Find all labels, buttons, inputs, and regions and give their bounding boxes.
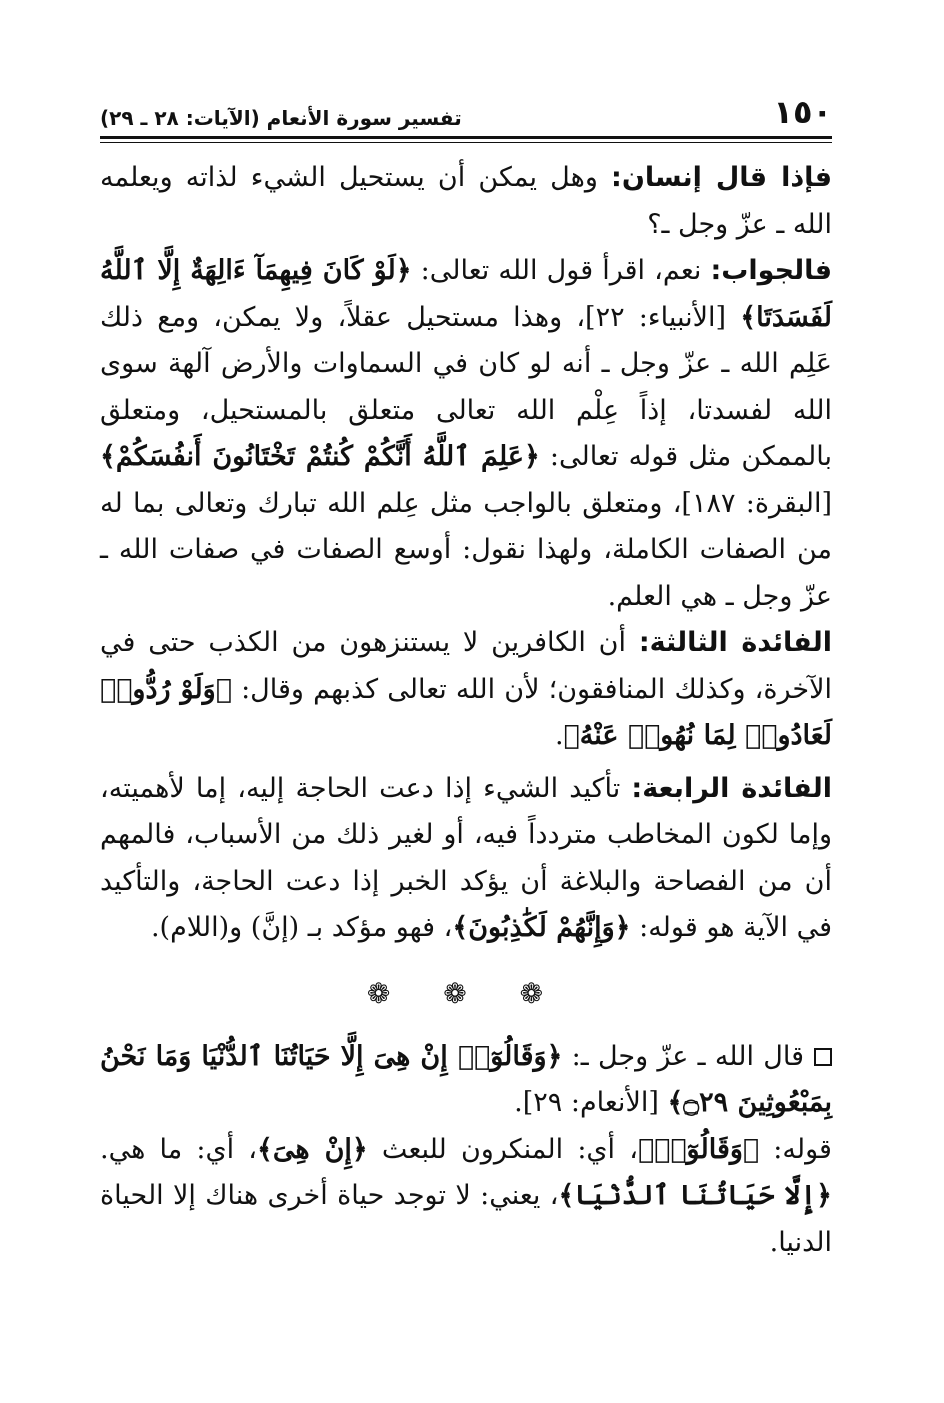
paragraph-answer xyxy=(100,248,832,620)
paragraph-text: قال الله ـ عزّ وجل ـ: xyxy=(562,1040,804,1072)
paragraph-text: . xyxy=(554,720,564,751)
running-title: تفسير سورة الأنعام (الآيات: ٢٨ ـ ٢٩) xyxy=(100,106,462,130)
paragraph-lead: فالجواب: xyxy=(710,255,832,286)
paragraph-text: ، يعني: لا توجد حياة أخرى هناك إلا الحياة الدنيا. xyxy=(100,1180,832,1258)
square-bullet-icon xyxy=(814,1048,832,1066)
paragraph-benefit-three xyxy=(100,620,832,760)
paragraph-commentary xyxy=(100,1127,832,1267)
page-number: ١٥٠ xyxy=(773,93,832,131)
paragraph-text: ، أي: المنكرون للبعث xyxy=(367,1133,638,1165)
quran-quote: ﴿وَإِنَّهُمْ لَكَٰذِبُونَ﴾ xyxy=(452,912,631,943)
paragraph-text: أن الكافرين لا يستنزهون من الكذب حتى في الآخرة، وكذلك المنافقون؛ لأن الله تعالى كذبهم وقال: xyxy=(100,627,832,705)
page-header xyxy=(100,88,832,131)
verse-heading xyxy=(100,1034,832,1127)
quran-quote: ﴿إِلَّا حَيَاتُنَا ٱلدُّنْيَا﴾ xyxy=(558,1180,832,1211)
paragraph-text: نعم، اقرأ قول الله تعالى: xyxy=(411,255,711,286)
paragraph-text: قوله: xyxy=(759,1133,832,1165)
quran-quote: ﴿وَقَالُوٓا۟﴾ xyxy=(637,1133,760,1165)
header-rule-thick xyxy=(100,136,832,139)
paragraph-text: [البقرة: ١٨٧]، ومتعلق بالواجب مثل عِلم الله تبارك وتعالى بما له من الصفات الكاملة، ولهذا نقول: أوسع الصفات في صفات الله ـ عزّ وجل ـ هي العلم. xyxy=(100,487,832,612)
quran-quote: ﴿إِنْ هِىَ﴾ xyxy=(257,1133,368,1165)
header-rule-thin xyxy=(100,142,832,143)
paragraph-question xyxy=(100,155,832,248)
paragraph-text: ، أي: ما هي. xyxy=(100,1133,258,1165)
paragraph-text: ، فهو مؤكد بـ (إنَّ) و(اللام). xyxy=(150,912,453,943)
paragraph-text: [الأنبياء: ٢٢]، وهذا مستحيل عقلاً، ولا يمكن، ومع ذلك عَلِم الله ـ عزّ وجل ـ أنه لو كان في السماوات والأرض آلهة سوى الله لفسدتا، إذاً عِلْم الله تعالى متعلق بالمستحيل، ومتعلق بالممكن مثل قوله تعالى: xyxy=(100,301,832,472)
page-body xyxy=(100,155,832,1266)
paragraph-lead: الفائدة الثالثة: xyxy=(638,627,833,658)
paragraph-lead: الفائدة الرابعة: xyxy=(631,772,832,804)
paragraph-benefit-four xyxy=(100,766,832,952)
paragraph-lead: فإذا قال إنسان: xyxy=(611,162,833,193)
section-separator-stars: ❁ ❁ ❁ xyxy=(366,976,566,1010)
quran-quote: ﴿عَلِمَ ٱللَّهُ أَنَّكُمْ كُنتُمْ تَخْتَانُونَ أَنفُسَكُمْ﴾ xyxy=(100,441,540,472)
quran-quote: ﴿وَلَوْ رُدُّوا۟ لَعَادُوا۟ لِمَا نُهُوا۟ عَنْهُ﴾ xyxy=(100,673,832,751)
quran-quote: ﴿لَوْ كَانَ فِيهِمَآ ءَالِهَةٌ إِلَّا ٱللَّهُ لَفَسَدَتَا﴾ xyxy=(100,255,832,333)
paragraph-text: تأكيد الشيء إذا دعت الحاجة إليه، إما لأهميته، وإما لكون المخاطب متردداً فيه، أو لغير ذلك من الأسباب، فالمهم أن من الفصاحة والبلاغة أن يؤكد الخبر إذا دعت الحاجة، والتأكيد في الآية هو قوله: xyxy=(100,772,832,943)
paragraph-text: وهل يمكن أن يستحيل الشيء لذاته ويعلمه الله ـ عزّ وجل ـ؟ xyxy=(100,162,832,240)
paragraph-text: [الأنعام: ٢٩]. xyxy=(514,1087,668,1118)
quran-quote: ﴿وَقَالُوٓا۟ إِنْ هِىَ إِلَّا حَيَاتُنَا ٱلدُّنْيَا وَمَا نَحْنُ بِمَبْعُوثِينَ ۝٢٩﴾ xyxy=(100,1040,832,1118)
